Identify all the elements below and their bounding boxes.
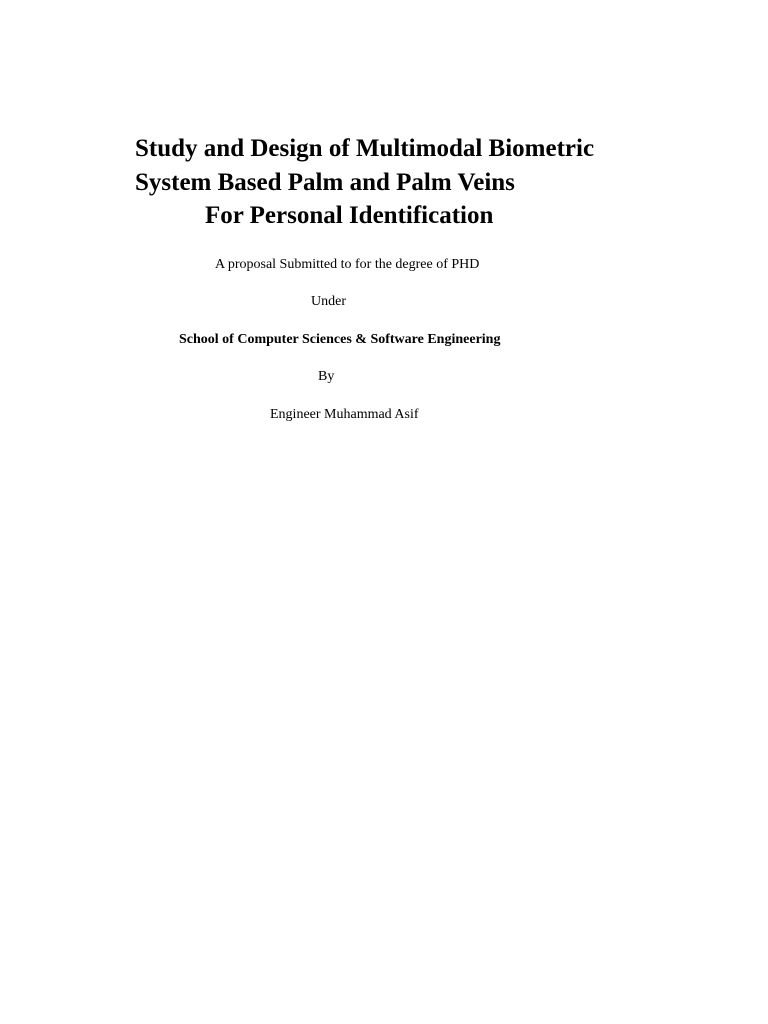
under-label: Under <box>311 294 346 309</box>
author-name: Engineer Muhammad Asif <box>270 407 419 422</box>
school-name: School of Computer Sciences & Software Engineering <box>179 332 501 347</box>
by-label: By <box>318 369 335 384</box>
document-title-line-3: For Personal Identification <box>205 202 494 229</box>
document-title-line-1: Study and Design of Multimodal Biometric <box>135 135 595 162</box>
document-title-line-2: System Based Palm and Palm Veins <box>135 169 515 196</box>
proposal-statement: A proposal Submitted to for the degree of PHD <box>215 257 480 272</box>
